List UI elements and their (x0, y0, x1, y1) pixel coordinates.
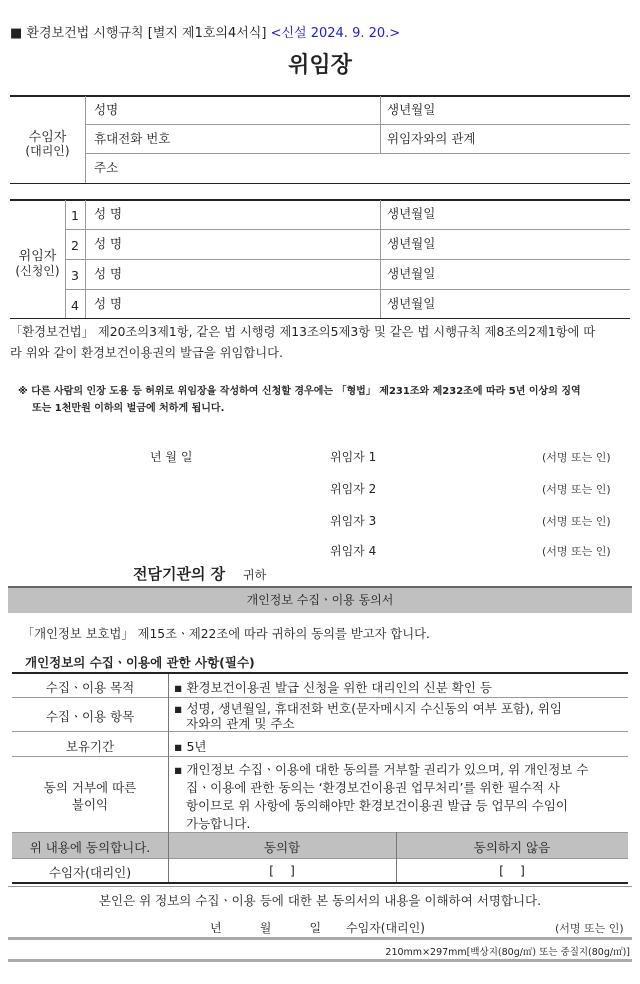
recipient-title: 전담기관의 장 (133, 565, 226, 583)
delegator-number: 2 (71, 238, 79, 253)
delegator-name-field[interactable]: 성 명 (94, 266, 123, 281)
row-value: ▪ 성명, 생년월일, 휴대전화 번호(문자메시지 수신동의 여부 포함), 위임 (174, 701, 562, 716)
delegator-birth-field[interactable]: 생년월일 (387, 206, 436, 221)
date-field[interactable]: 년 월 일 (150, 450, 193, 464)
delegator-sign-label: 위임자 4 (330, 544, 377, 558)
row-value: 가능합니다. (186, 816, 251, 831)
page-title: 위임장 (288, 53, 352, 78)
agree-header: 동의함 (263, 840, 301, 855)
delegator-birth-field[interactable]: 생년월일 (387, 296, 436, 311)
row-label: 불이익 (71, 797, 109, 812)
row-value: ▪ 개인정보 수집ㆍ이용에 대한 동의를 거부할 권리가 있으며, 위 개인정보 수 (174, 762, 589, 777)
form-reference: ■ 환경보건법 시행규칙 [별지 제1호의4서식] <신설 2024. 9. 20.> (10, 26, 401, 41)
row-label: 동의 거부에 따른 (43, 780, 137, 795)
row-label: 수집ㆍ이용 목적 (45, 680, 135, 695)
consent-signer-label: 수임자(대리인) (346, 921, 425, 935)
delegator-birth-field[interactable]: 생년월일 (387, 236, 436, 251)
row-value: 자와의 관계 및 주소 (186, 716, 295, 731)
consent-sign-field[interactable]: (서명 또는 인) (555, 922, 624, 935)
sign-field[interactable]: (서명 또는 인) (542, 545, 611, 558)
statement-line: 라 위와 같이 환경보건이용권의 발급을 위임합니다. (10, 346, 283, 360)
consent-banner: 개인정보 수집ㆍ이용 동의서 (8, 586, 632, 613)
delegator-birth-field[interactable]: 생년월일 (387, 266, 436, 281)
sign-field[interactable]: (서명 또는 인) (542, 451, 611, 464)
row-value: 항이므로 위 사항에 동의해야만 환경보건이용권 발급 등 업무의 수임이 (186, 798, 568, 813)
delegator-sign-label: 위임자 2 (330, 482, 377, 496)
agent-label: 수임자 (28, 130, 67, 145)
delegator-name-field[interactable]: 성 명 (94, 206, 123, 221)
row-label: 수집ㆍ이용 항목 (45, 709, 135, 724)
agent-address-field[interactable]: 주소 (94, 160, 119, 175)
delegator-number: 1 (71, 208, 79, 223)
agree-label: 위 내용에 동의합니다. (29, 840, 151, 855)
agent-relation-field[interactable]: 위임자와의 관계 (387, 131, 476, 146)
consent-intro: 「개인정보 보호법」 제15조ㆍ제22조에 따라 귀하의 동의를 받고자 합니다. (22, 627, 430, 641)
disagree-header: 동의하지 않음 (473, 840, 551, 855)
statement-line: 「환경보건법」 제20조의3제1항, 같은 법 시행령 제13조의5제3항 및 같은 법 시행규칙 제8조의2제1항에 따 (10, 325, 596, 339)
row-value: ▪ 5년 (174, 739, 207, 754)
consent-confirmation: 본인은 위 정보의 수집ㆍ이용 등에 대한 본 동의서의 내용을 이해하여 서명합니다. (98, 893, 542, 908)
agent-sublabel: (대리인) (25, 144, 70, 158)
agree-checkbox[interactable]: [ ] (269, 863, 295, 878)
delegator-name-field[interactable]: 성 명 (94, 296, 123, 311)
delegator-sign-label: 위임자 3 (330, 514, 377, 528)
delegator-label: 위임자 (18, 249, 57, 264)
warning-line: ※ 다른 사람의 인장 도용 등 허위로 위임장을 작성하여 신청할 경우에는 「형법」 제231조와 제232조에 따라 5년 이상의 징역 (18, 386, 581, 397)
recipient-suffix: 귀하 (243, 568, 267, 582)
agent-consent-label: 수임자(대리인) (48, 865, 132, 880)
agent-phone-field[interactable]: 휴대전화 번호 (94, 131, 171, 146)
warning-line: 또는 1천만원 이하의 벌금에 처하게 됩니다. (32, 403, 225, 414)
row-value: 집ㆍ이용에 관한 동의는 ‘환경보건이용권 업무처리’를 위한 필수적 사 (186, 780, 560, 795)
consent-section-title: 개인정보의 수집ㆍ이용에 관한 사항(필수) (25, 655, 255, 670)
delegator-name-field[interactable]: 성 명 (94, 236, 123, 251)
sign-field[interactable]: (서명 또는 인) (542, 515, 611, 528)
paper-spec: 210mm×297mm[백상지(80g/㎡) 또는 중질지(80g/㎡)] (385, 947, 630, 958)
delegator-sublabel: (신청인) (15, 264, 60, 278)
delegator-sign-label: 위임자 1 (330, 450, 377, 464)
agent-name-field[interactable]: 성명 (94, 102, 119, 117)
delegator-number: 3 (71, 268, 79, 283)
delegator-number: 4 (71, 298, 79, 313)
sign-field[interactable]: (서명 또는 인) (542, 483, 611, 496)
agent-birth-field[interactable]: 생년월일 (387, 102, 436, 117)
consent-date-field[interactable]: 년 월 일 (210, 921, 322, 935)
row-value: ▪ 환경보건이용권 발급 신청을 위한 대리인의 신분 확인 등 (174, 680, 492, 695)
disagree-checkbox[interactable]: [ ] (499, 863, 525, 878)
row-label: 보유기간 (65, 739, 115, 754)
